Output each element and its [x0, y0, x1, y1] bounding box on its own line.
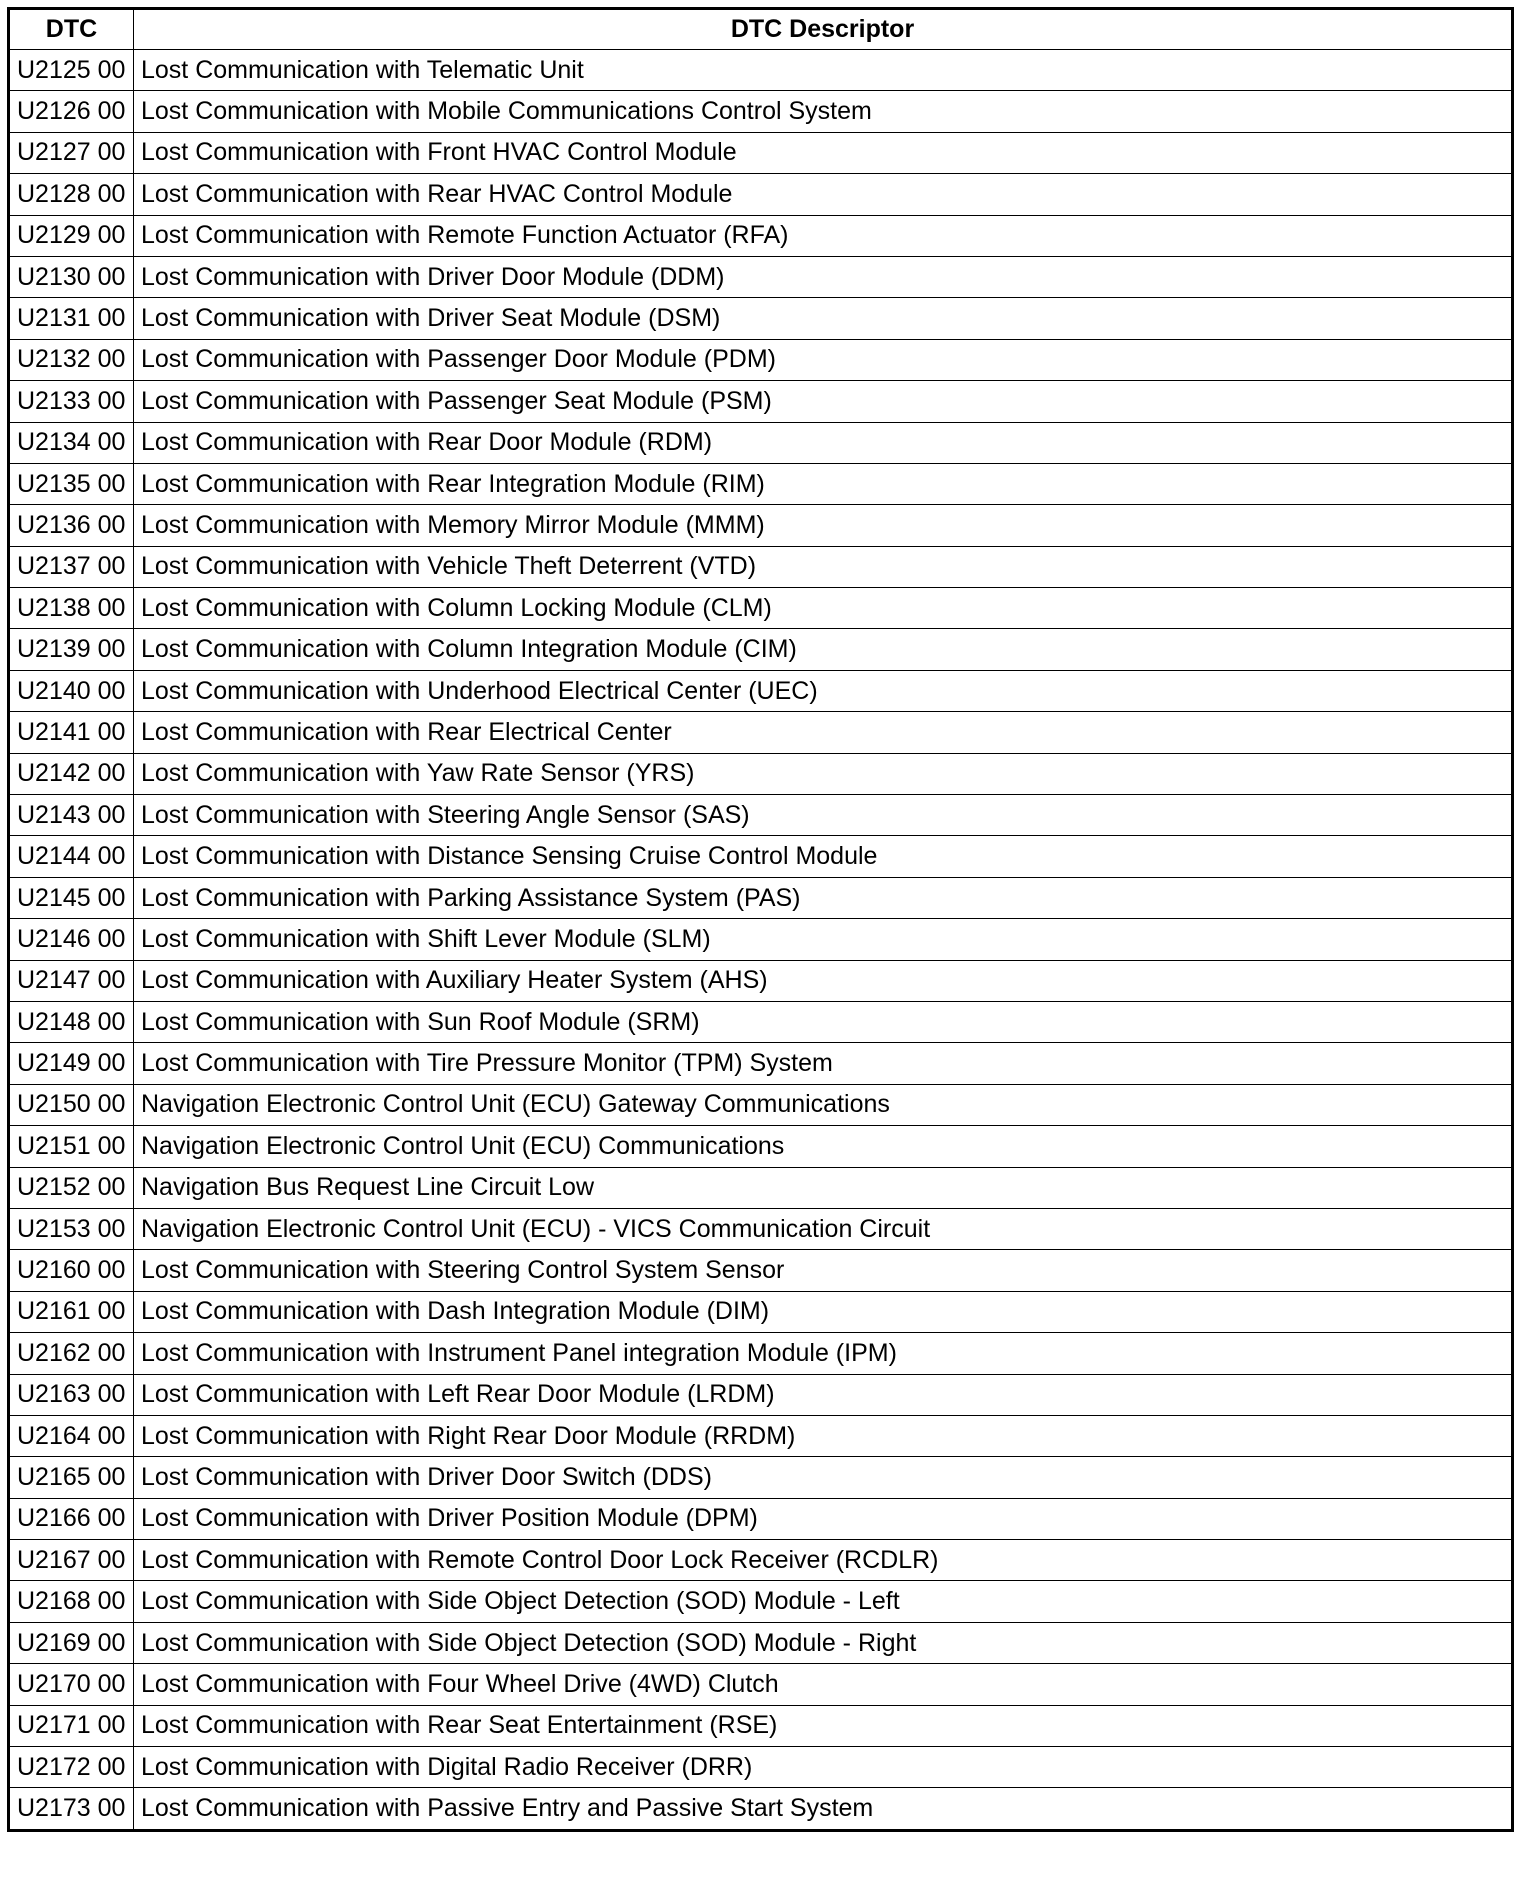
dtc-descriptor-cell: Lost Communication with Column Integration Module (CIM)	[134, 629, 1513, 670]
table-row	[9, 215, 1513, 256]
dtc-descriptor-cell: Lost Communication with Left Rear Door Module (LRDM)	[134, 1374, 1513, 1415]
table-row	[9, 919, 1513, 960]
dtc-code-cell: U2161 00	[9, 1291, 134, 1332]
table-row	[9, 1415, 1513, 1456]
dtc-descriptor-cell: Navigation Electronic Control Unit (ECU) Gateway Communications	[134, 1084, 1513, 1125]
dtc-code-cell: U2168 00	[9, 1581, 134, 1622]
dtc-descriptor-cell: Lost Communication with Column Locking Module (CLM)	[134, 588, 1513, 629]
dtc-descriptor-cell: Lost Communication with Driver Door Module (DDM)	[134, 256, 1513, 297]
table-row	[9, 877, 1513, 918]
dtc-descriptor-cell: Lost Communication with Rear Door Module (RDM)	[134, 422, 1513, 463]
table-row	[9, 174, 1513, 215]
dtc-descriptor-cell: Lost Communication with Vehicle Theft Deterrent (VTD)	[134, 546, 1513, 587]
dtc-descriptor-cell: Lost Communication with Driver Position Module (DPM)	[134, 1498, 1513, 1539]
table-row	[9, 1788, 1513, 1830]
table-row	[9, 91, 1513, 132]
table-row	[9, 1043, 1513, 1084]
dtc-code-cell: U2149 00	[9, 1043, 134, 1084]
dtc-code-cell: U2162 00	[9, 1333, 134, 1374]
dtc-code-cell: U2132 00	[9, 339, 134, 380]
dtc-descriptor-cell: Lost Communication with Front HVAC Control Module	[134, 132, 1513, 173]
dtc-descriptor-cell: Lost Communication with Telematic Unit	[134, 50, 1513, 91]
dtc-code-cell: U2138 00	[9, 588, 134, 629]
table-row	[9, 1208, 1513, 1249]
dtc-descriptor-cell: Lost Communication with Parking Assistance System (PAS)	[134, 877, 1513, 918]
dtc-descriptor-cell: Lost Communication with Steering Control System Sensor	[134, 1250, 1513, 1291]
column-header-dtc: DTC	[9, 9, 134, 50]
dtc-code-cell: U2140 00	[9, 670, 134, 711]
dtc-code-cell: U2128 00	[9, 174, 134, 215]
table-row	[9, 1540, 1513, 1581]
table-row	[9, 1374, 1513, 1415]
table-row	[9, 1291, 1513, 1332]
dtc-descriptor-cell: Lost Communication with Underhood Electrical Center (UEC)	[134, 670, 1513, 711]
dtc-code-cell: U2163 00	[9, 1374, 134, 1415]
dtc-descriptor-cell: Lost Communication with Steering Angle Sensor (SAS)	[134, 795, 1513, 836]
dtc-descriptor-cell: Lost Communication with Memory Mirror Module (MMM)	[134, 505, 1513, 546]
dtc-descriptor-cell: Lost Communication with Passive Entry and Passive Start System	[134, 1788, 1513, 1830]
dtc-code-cell: U2125 00	[9, 50, 134, 91]
dtc-code-cell: U2133 00	[9, 381, 134, 422]
dtc-table	[7, 7, 1514, 1832]
dtc-code-cell: U2141 00	[9, 712, 134, 753]
dtc-code-cell: U2134 00	[9, 422, 134, 463]
dtc-code-cell: U2152 00	[9, 1167, 134, 1208]
dtc-code-cell: U2164 00	[9, 1415, 134, 1456]
dtc-descriptor-cell: Navigation Electronic Control Unit (ECU) - VICS Communication Circuit	[134, 1208, 1513, 1249]
table-row	[9, 670, 1513, 711]
dtc-code-cell: U2144 00	[9, 836, 134, 877]
dtc-descriptor-cell: Lost Communication with Remote Function Actuator (RFA)	[134, 215, 1513, 256]
dtc-descriptor-cell: Lost Communication with Right Rear Door Module (RRDM)	[134, 1415, 1513, 1456]
dtc-descriptor-cell: Lost Communication with Tire Pressure Monitor (TPM) System	[134, 1043, 1513, 1084]
dtc-descriptor-cell: Lost Communication with Rear Integration Module (RIM)	[134, 463, 1513, 504]
dtc-descriptor-cell: Lost Communication with Mobile Communications Control System	[134, 91, 1513, 132]
dtc-code-cell: U2126 00	[9, 91, 134, 132]
dtc-descriptor-cell: Lost Communication with Driver Seat Module (DSM)	[134, 298, 1513, 339]
dtc-descriptor-cell: Lost Communication with Sun Roof Module (SRM)	[134, 1001, 1513, 1042]
dtc-descriptor-cell: Lost Communication with Instrument Panel integration Module (IPM)	[134, 1333, 1513, 1374]
dtc-code-cell: U2153 00	[9, 1208, 134, 1249]
dtc-descriptor-cell: Lost Communication with Rear Seat Entertainment (RSE)	[134, 1705, 1513, 1746]
table-body	[9, 50, 1513, 1831]
table-row	[9, 1705, 1513, 1746]
dtc-descriptor-cell: Lost Communication with Remote Control Door Lock Receiver (RCDLR)	[134, 1540, 1513, 1581]
dtc-code-cell: U2169 00	[9, 1622, 134, 1663]
dtc-code-cell: U2142 00	[9, 753, 134, 794]
dtc-code-cell: U2165 00	[9, 1457, 134, 1498]
table-row	[9, 339, 1513, 380]
table-header	[9, 9, 1513, 50]
dtc-descriptor-cell: Lost Communication with Side Object Detection (SOD) Module - Right	[134, 1622, 1513, 1663]
dtc-descriptor-cell: Lost Communication with Dash Integration Module (DIM)	[134, 1291, 1513, 1332]
dtc-descriptor-cell: Lost Communication with Four Wheel Drive (4WD) Clutch	[134, 1664, 1513, 1705]
dtc-code-cell: U2148 00	[9, 1001, 134, 1042]
table-row	[9, 588, 1513, 629]
dtc-code-cell: U2127 00	[9, 132, 134, 173]
dtc-code-cell: U2136 00	[9, 505, 134, 546]
dtc-code-cell: U2160 00	[9, 1250, 134, 1291]
dtc-descriptor-cell: Lost Communication with Rear Electrical Center	[134, 712, 1513, 753]
dtc-descriptor-cell: Lost Communication with Auxiliary Heater System (AHS)	[134, 960, 1513, 1001]
table-row	[9, 1250, 1513, 1291]
table-row	[9, 960, 1513, 1001]
dtc-descriptor-cell: Lost Communication with Rear HVAC Control Module	[134, 174, 1513, 215]
table-row	[9, 629, 1513, 670]
dtc-code-cell: U2146 00	[9, 919, 134, 960]
table-row	[9, 712, 1513, 753]
dtc-code-cell: U2170 00	[9, 1664, 134, 1705]
dtc-code-cell: U2145 00	[9, 877, 134, 918]
dtc-code-cell: U2151 00	[9, 1126, 134, 1167]
dtc-document	[7, 7, 1511, 1871]
table-row	[9, 132, 1513, 173]
dtc-descriptor-cell: Lost Communication with Side Object Detection (SOD) Module - Left	[134, 1581, 1513, 1622]
dtc-code-cell: U2172 00	[9, 1747, 134, 1788]
table-row	[9, 836, 1513, 877]
dtc-descriptor-cell: Lost Communication with Passenger Seat Module (PSM)	[134, 381, 1513, 422]
table-row	[9, 1498, 1513, 1539]
dtc-code-cell: U2131 00	[9, 298, 134, 339]
dtc-code-cell: U2173 00	[9, 1788, 134, 1830]
dtc-descriptor-cell: Lost Communication with Passenger Door Module (PDM)	[134, 339, 1513, 380]
table-row	[9, 1664, 1513, 1705]
dtc-descriptor-cell: Lost Communication with Distance Sensing Cruise Control Module	[134, 836, 1513, 877]
table-row	[9, 422, 1513, 463]
header-row	[9, 9, 1513, 50]
table-row	[9, 505, 1513, 546]
table-row	[9, 298, 1513, 339]
dtc-descriptor-cell: Lost Communication with Shift Lever Module (SLM)	[134, 919, 1513, 960]
dtc-code-cell: U2147 00	[9, 960, 134, 1001]
table-row	[9, 753, 1513, 794]
table-row	[9, 1747, 1513, 1788]
table-row	[9, 256, 1513, 297]
dtc-code-cell: U2130 00	[9, 256, 134, 297]
dtc-code-cell: U2135 00	[9, 463, 134, 504]
dtc-descriptor-cell: Lost Communication with Digital Radio Receiver (DRR)	[134, 1747, 1513, 1788]
table-row	[9, 463, 1513, 504]
table-row	[9, 1333, 1513, 1374]
dtc-code-cell: U2166 00	[9, 1498, 134, 1539]
table-row	[9, 795, 1513, 836]
dtc-code-cell: U2150 00	[9, 1084, 134, 1125]
table-row	[9, 1457, 1513, 1498]
table-row	[9, 546, 1513, 587]
dtc-code-cell: U2167 00	[9, 1540, 134, 1581]
dtc-descriptor-cell: Lost Communication with Driver Door Switch (DDS)	[134, 1457, 1513, 1498]
table-row	[9, 1084, 1513, 1125]
dtc-code-cell: U2143 00	[9, 795, 134, 836]
table-row	[9, 50, 1513, 91]
dtc-code-cell: U2129 00	[9, 215, 134, 256]
dtc-descriptor-cell: Lost Communication with Yaw Rate Sensor (YRS)	[134, 753, 1513, 794]
dtc-descriptor-cell: Navigation Electronic Control Unit (ECU) Communications	[134, 1126, 1513, 1167]
table-row	[9, 1581, 1513, 1622]
dtc-code-cell: U2139 00	[9, 629, 134, 670]
table-row	[9, 381, 1513, 422]
table-row	[9, 1167, 1513, 1208]
column-header-descriptor: DTC Descriptor	[134, 9, 1513, 50]
table-row	[9, 1126, 1513, 1167]
dtc-descriptor-cell: Navigation Bus Request Line Circuit Low	[134, 1167, 1513, 1208]
dtc-code-cell: U2137 00	[9, 546, 134, 587]
table-row	[9, 1622, 1513, 1663]
dtc-code-cell: U2171 00	[9, 1705, 134, 1746]
table-row	[9, 1001, 1513, 1042]
